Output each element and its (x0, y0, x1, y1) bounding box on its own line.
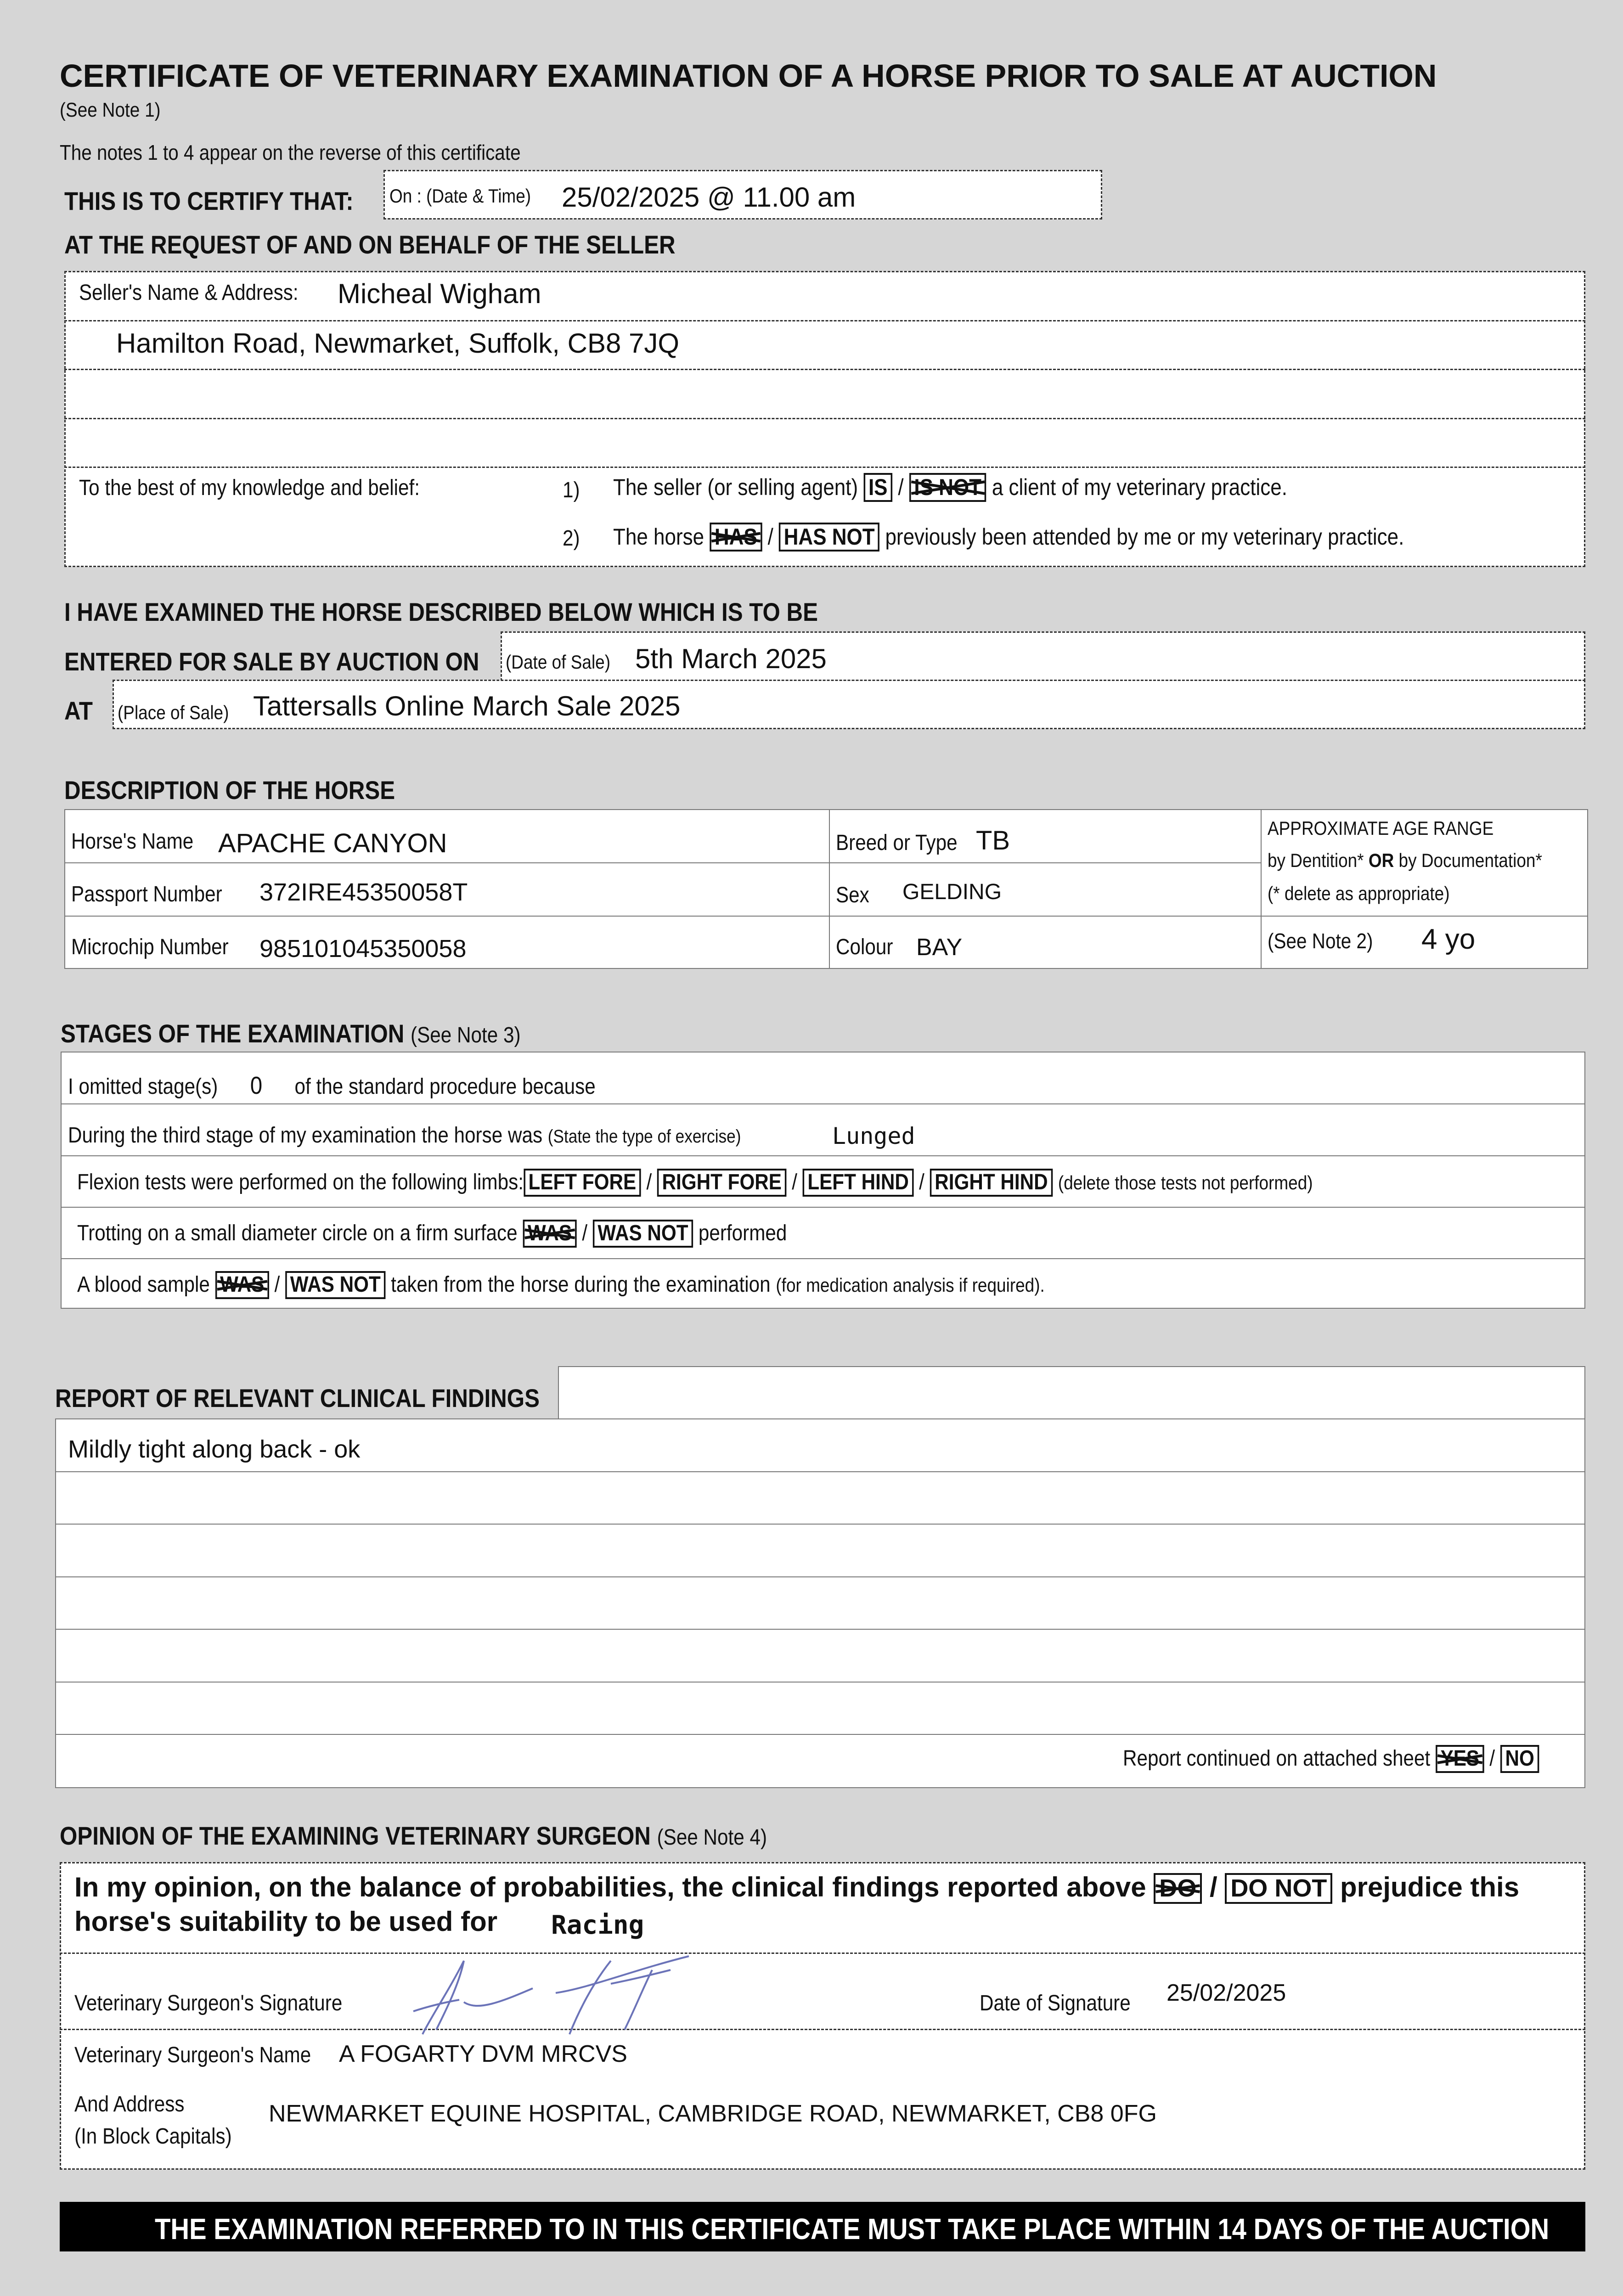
colour-label: Colour (836, 935, 893, 959)
vet-address-field[interactable]: NEWMARKET EQUINE HOSPITAL, CAMBRIDGE ROAD, NEWMARKET, CB8 0FG (269, 2100, 1157, 2127)
vet-name-field[interactable]: A FOGARTY DVM MRCVS (339, 2041, 627, 2067)
vet-name-label: Veterinary Surgeon's Name (74, 2043, 311, 2067)
findings-label: REPORT OF RELEVANT CLINICAL FINDINGS (55, 1384, 540, 1412)
seller-name-field[interactable]: Micheal Wigham (338, 278, 541, 309)
findings-box (55, 1418, 1585, 1788)
footer-banner (60, 2202, 1585, 2251)
horse-name-field[interactable]: APACHE CANYON (218, 828, 447, 858)
place-of-sale-field[interactable] (113, 680, 1585, 729)
date-of-signature-field[interactable]: 25/02/2025 (1167, 1980, 1286, 2006)
item-2-number: 2) (563, 526, 580, 551)
omitted-stages-field[interactable]: 0 (250, 1072, 263, 1099)
flexion-row: Flexion tests were performed on the following limbs: LEFT FORE / RIGHT FORE / LEFT HIND / RIGHT HIND (delete those tests not performed) (77, 1169, 1482, 1197)
trotting-row: Trotting on a small diameter circle on a firm surface WAS / WAS NOT performed (77, 1220, 884, 1248)
continued-row: Report continued on attached sheet YES / NO (1123, 1745, 1596, 1773)
trot-was-option[interactable]: WAS (523, 1220, 576, 1248)
date-of-signature-label: Date of Signature (980, 1991, 1131, 2015)
blood-was-not-option[interactable]: WAS NOT (285, 1271, 385, 1299)
is-not-option[interactable]: IS NOT (909, 473, 986, 502)
left-fore-option[interactable]: LEFT FORE (524, 1169, 641, 1197)
opinion-label: OPINION OF THE EXAMINING VETERINARY SURGEON (See Note 4) (60, 1821, 767, 1850)
use-field[interactable]: Racing (551, 1910, 644, 1940)
colour-field[interactable]: BAY (916, 934, 963, 961)
sex-label: Sex (836, 883, 869, 907)
description-label: DESCRIPTION OF THE HORSE (64, 776, 395, 805)
sex-field[interactable]: GELDING (902, 880, 1002, 904)
breed-label: Breed or Type (836, 831, 958, 855)
omitted-stages-row: I omitted stage(s) 0 of the standard procedure because (68, 1072, 596, 1099)
knowledge-label: To the best of my knowledge and belief: (79, 476, 420, 500)
date-time-field[interactable] (383, 170, 1102, 219)
blood-sample-row: A blood sample WAS / WAS NOT taken from the horse during the examination (for medication analysis if required). (77, 1271, 1177, 1299)
delete-note-label: (* delete as appropriate) (1268, 883, 1450, 904)
seller-address-line-1[interactable]: Hamilton Road, Newmarket, Suffolk, CB8 7JQ (116, 328, 680, 359)
passport-label: Passport Number (71, 882, 222, 906)
right-hind-option[interactable]: RIGHT HIND (930, 1169, 1053, 1197)
date-of-sale-label: (Date of Sale) (506, 651, 611, 673)
date-of-sale-value: 5th March 2025 (635, 643, 827, 674)
certificate-title: CERTIFICATE OF VETERINARY EXAMINATION OF A HORSE PRIOR TO SALE AT AUCTION (60, 58, 1437, 94)
has-option[interactable]: HAS (710, 523, 762, 551)
item-1-number: 1) (563, 478, 580, 502)
client-statement: The seller (or selling agent) IS / IS NOT a client of my veterinary practice. (613, 473, 1379, 502)
notes-line: The notes 1 to 4 appear on the reverse of this certificate (60, 141, 521, 164)
right-fore-option[interactable]: RIGHT FORE (657, 1169, 787, 1197)
place-of-sale-value: Tattersalls Online March Sale 2025 (253, 691, 681, 721)
continued-no-option[interactable]: NO (1500, 1745, 1539, 1773)
passport-field[interactable]: 372IRE45350058T (259, 878, 468, 906)
third-stage-row: During the third stage of my examination the horse was (State the type of exercise) (68, 1123, 741, 1148)
age-method-label: by Dentition* OR by Documentation* (1268, 850, 1542, 871)
left-hind-option[interactable]: LEFT HIND (803, 1169, 914, 1197)
at-label: AT (64, 696, 93, 725)
blood-was-option[interactable]: WAS (215, 1271, 269, 1299)
seller-address-line-3[interactable] (69, 422, 1580, 463)
attended-statement: The horse HAS / HAS NOT previously been attended by me or my veterinary practice. (613, 523, 1512, 551)
exercise-type-field[interactable]: Lunged (832, 1123, 915, 1149)
see-note-2: (See Note 2) (1268, 929, 1373, 953)
findings-header-field[interactable] (558, 1366, 1585, 1419)
is-option[interactable]: IS (863, 473, 892, 502)
signature-label: Veterinary Surgeon's Signature (74, 1991, 343, 2015)
signature-image (395, 1942, 744, 2043)
age-range-label: APPROXIMATE AGE RANGE (1268, 817, 1494, 839)
trot-was-not-option[interactable]: WAS NOT (593, 1220, 693, 1248)
age-field[interactable]: 4 yo (1421, 923, 1476, 955)
opinion-text: In my opinion, on the balance of probabilities, the clinical findings reported above DO / DO NOT prejudice this (74, 1871, 1519, 1904)
examined-label: I HAVE EXAMINED THE HORSE DESCRIBED BELOW WHICH IS TO BE (64, 597, 818, 626)
footer-banner-text: THE EXAMINATION REFERRED TO IN THIS CERTIFICATE MUST TAKE PLACE WITHIN 14 DAYS OF THE AUCTION (155, 2212, 1550, 2245)
date-of-sale-field[interactable] (501, 631, 1585, 681)
breed-field[interactable]: TB (976, 826, 1010, 855)
block-capitals-label: (In Block Capitals) (74, 2124, 232, 2149)
see-note-1: (See Note 1) (60, 99, 161, 121)
microchip-field[interactable]: 985101045350058 (259, 935, 467, 962)
findings-line-1[interactable]: Mildly tight along back - ok (68, 1435, 361, 1463)
date-time-label: On : (Date & Time) (389, 185, 531, 207)
seller-label: Seller's Name & Address: (79, 281, 299, 305)
horse-name-label: Horse's Name (71, 829, 194, 854)
stages-label: STAGES OF THE EXAMINATION (See Note 3) (61, 1019, 521, 1048)
microchip-label: Microchip Number (71, 935, 229, 959)
do-not-option[interactable]: DO NOT (1225, 1873, 1332, 1904)
entered-label: ENTERED FOR SALE BY AUCTION ON (64, 647, 479, 676)
has-not-option[interactable]: HAS NOT (779, 523, 879, 551)
address-label: And Address (74, 2092, 185, 2116)
date-time-value: 25/02/2025 @ 11.00 am (562, 182, 856, 213)
certify-label: THIS IS TO CERTIFY THAT: (64, 186, 354, 215)
do-option[interactable]: DO (1154, 1873, 1202, 1904)
seller-address-line-2[interactable] (69, 373, 1580, 414)
suitability-label: horse's suitability to be used for (74, 1906, 498, 1937)
place-of-sale-label: (Place of Sale) (118, 702, 229, 723)
continued-yes-option[interactable]: YES (1436, 1745, 1484, 1773)
request-label: AT THE REQUEST OF AND ON BEHALF OF THE SELLER (64, 230, 676, 259)
